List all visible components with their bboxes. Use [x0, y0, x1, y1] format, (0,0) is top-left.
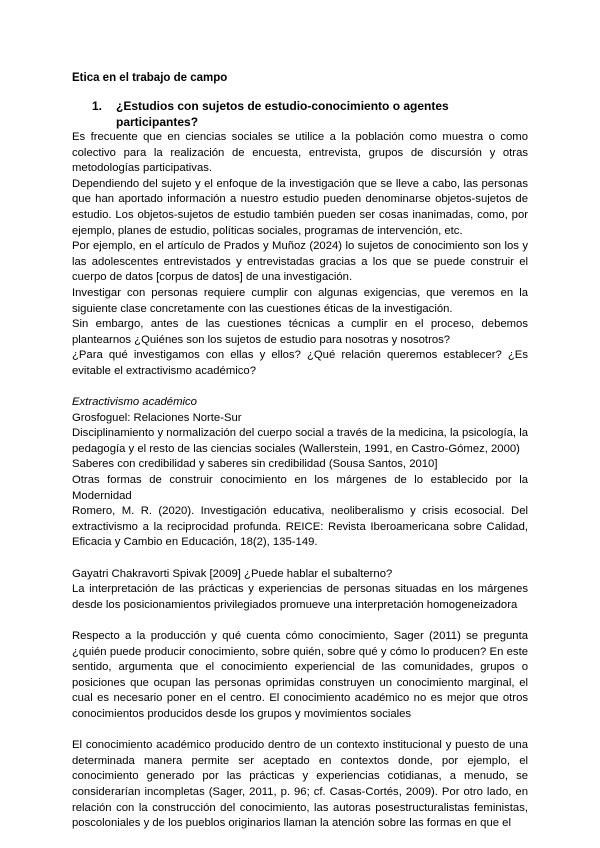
paragraph-sujeto: Dependiendo del sujeto y el enfoque de la investigación que se lleve a cabo, las personas que han aportado información a nuestro estudio pueden denominarse objetos-sujetos de estudio. Los objetos-sujetos de estudio también pueden ser cosas inanimadas, como, por ejemplo, planes de estudio, políticas sociales, programas de intervención, etc.	[72, 177, 528, 237]
spacer	[72, 613, 528, 629]
section-heading	[72, 98, 528, 130]
paragraph-intro: Es frecuente que en ciencias sociales se utilice a la población como muestra o como colectivo para la realización de encuesta, entrevista, grupos de discursión y otras metodologías participativas.	[72, 131, 528, 175]
line-grosfoguel: Grosfoguel: Relaciones Norte-Sur	[72, 411, 242, 424]
paragraph-academic: El conocimiento académico producido dentro de un contexto institucional y puesto de una determinada manera permite ser aceptado en contextos donde, por ejemplo, el conocimiento generado por las prácticas y experiencias cotidianas, a menudo, se considerarían incompletas (Sager, 2011, p. 96; cf. Casas-Cortés, 2009). Por otro lado, en relación con la construcción del conocimiento, las autoras posestructuralistas feministas, poscoloniales y de los pueblos originarios llaman la atención sobre las formas en que el	[72, 739, 528, 830]
line-saberes: Saberes con credibilidad y saberes sin credibilidad (Sousa Santos, 2010]	[72, 458, 438, 471]
paragraph-sin-embargo: Sin embargo, antes de las cuestiones técnicas a cumplir en el proceso, debemos plantearnos ¿Quiénes son los sujetos de estudio para nosotras y nosotros?	[72, 318, 528, 346]
paragraph-ejemplo: Por ejemplo, en el artículo de Prados y Muñoz (2024) lo sujetos de conocimiento son los y las adolescentes entrevistados y entrevistadas gracias a los que se puede construir el cuerpo de datos [corpus de datos] de una investigación.	[72, 240, 528, 284]
section-number: 1.	[92, 99, 103, 113]
line-otras-formas: Otras formas de construir conocimiento en los márgenes de lo establecido por la Modernidad	[72, 474, 528, 502]
line-disciplinamiento: Disciplinamiento y normalización del cuerpo social a través de la medicina, la psicología, la pedagogía y el resto de las ciencias sociales (Wallerstein, 1991, en Castro-Gómez, 2000)	[72, 427, 528, 455]
spacer	[72, 551, 528, 567]
line-romero-reference: Romero, M. R. (2020). Investigación educativa, neoliberalismo y crisis ecosocial. Del extractivismo a la reciprocidad profunda. REICE: Revista Iberoamericana sobre Calidad, Eficacia y Cambio en Educación, 18(2), 135-149.	[72, 505, 528, 549]
paragraph-preguntas: ¿Para qué investigamos con ellas y ellos? ¿Qué relación queremos establecer? ¿Es evitable el extractivismo académico?	[72, 349, 528, 377]
document-title: Etica en el trabajo de campo	[72, 72, 228, 84]
spivak-reference: Gayatri Chakravorti Spivak [2009] ¿Puede hablar el subalterno?	[72, 567, 393, 580]
subheading-extractivismo: Extractivismo académico	[72, 396, 197, 409]
spivak-text: La interpretación de las prácticas y experiencias de personas situadas en los márgenes desde los posicionamientos privilegiados promueve una interpretación homogeneizadora	[72, 583, 528, 611]
spacer	[72, 723, 528, 739]
document-page	[72, 70, 528, 832]
paragraph-investigar: Investigar con personas requiere cumplir con algunas exigencias, que veremos en la siguiente clase concretamente con las cuestiones éticas de la investigación.	[72, 286, 528, 315]
spacer	[72, 380, 528, 396]
paragraph-sager: Respecto a la producción y qué cuenta cómo conocimiento, Sager (2011) se pregunta ¿quién puede producir conocimiento, sobre quién, sobre qué y cómo lo producen? En este sentido, argumenta que el conocimiento experiencial de las comunidades, grupos o posiciones que ocupan las personas oprimidas construyen un conocimiento marginal, el cual es necesario poner en el centro. El conocimiento académico no es mejor que otros conocimientos producidos desde los grupos y movimientos sociales	[72, 630, 528, 720]
section-heading-text: ¿Estudios con sujetos de estudio-conocimiento o agentes participantes?	[116, 99, 449, 129]
